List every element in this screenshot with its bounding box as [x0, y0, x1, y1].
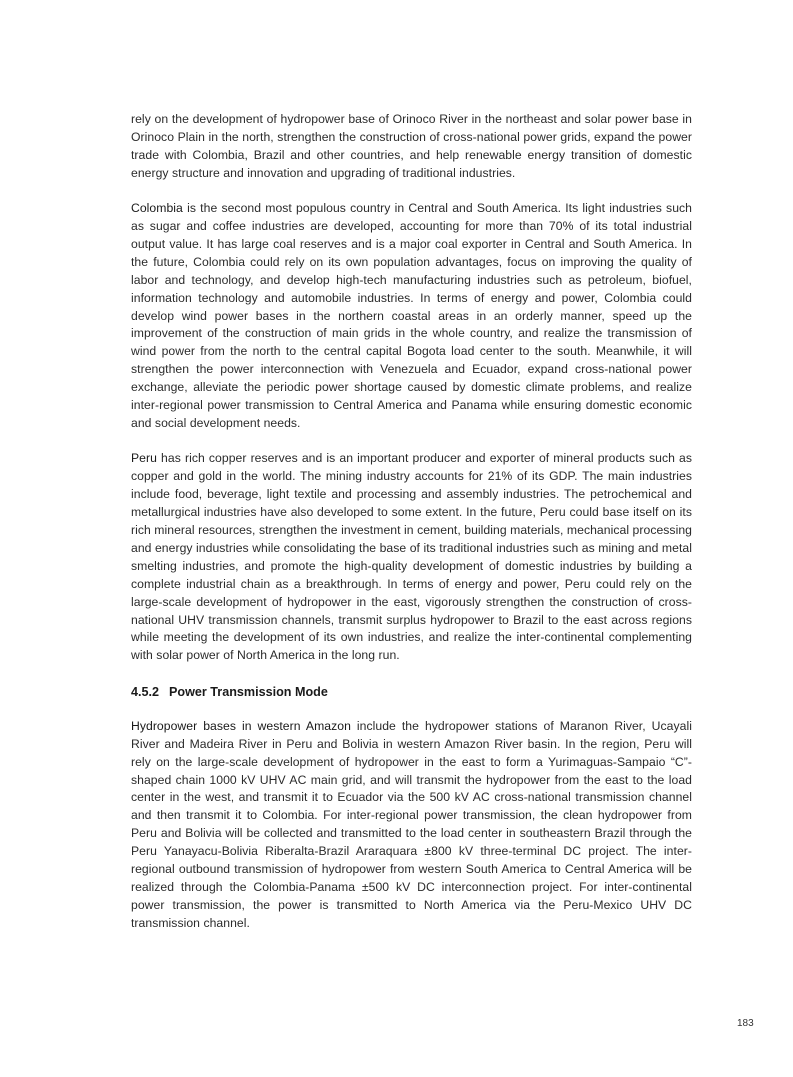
page-number: 183 [737, 1018, 754, 1029]
paragraph-text: rely on the development of hydropower base of Orinoco River in the northeast and solar power base in Orinoco Plain in the north, strengthen the construction of cross-national power grids, expand the power trade with Colombia, Brazil and other countries, and help renewable energy transition of domestic energy structure and innovation and upgrading of traditional industries. [131, 112, 692, 180]
paragraph-lead-western-amazon: Hydropower bases in western Amazon [131, 718, 351, 733]
paragraph-colombia [131, 200, 692, 433]
page-body [131, 111, 692, 950]
paragraph-text: include the hydropower stations of Maranon River, Ucayali River and Madeira River in Peru and Bolivia in western Amazon River basin. In the region, Peru will rely on the large-scale development of hydropower in the east to form a Yurimaguas-Sampaio “C”-shaped chain 1000 kV UHV AC main grid, and will transmit the hydropower from the east to the load center in the west, and transmit it to Ecuador via the 500 kV AC cross-national transmission channel and then transmit it to Colombia. For inter-regional power transmission, the clean hydropower from Peru and Bolivia will be collected and transmitted to the load center in southeastern Brazil through the Peru Yanayacu-Bolivia Riberalta-Brazil Araraquara ±800 kV three-terminal DC project. The inter-regional outbound transmission of hydropower from western South America to Central America will be realized through the Colombia-Panama ±500 kV DC interconnection project. For inter-continental power transmission, the power is transmitted to North America via the Peru-Mexico UHV DC transmission channel. [131, 718, 692, 930]
paragraph-text: is the second most populous country in Central and South America. Its light industries such as sugar and coffee industries are developed, accounting for more than 70% of its total industrial output value. It has large coal reserves and is a major coal exporter in Central and South America. In the future, Colombia could rely on its own population advantages, focus on improving the quality of labor and technology, and develop high-tech manufacturing industries such as petroleum, biofuel, information technology and automobile industries. In terms of energy and power, Colombia could develop wind power bases in the northern coastal areas in an orderly manner, speed up the improvement of the construction of main grids in the whole country, and realize the transmission of wind power from the north to the central capital Bogota load center to the south. Meanwhile, it will strengthen the power interconnection with Venezuela and Ecuador, expand cross-national power exchange, alleviate the periodic power shortage caused by domestic climate problems, and realize inter-regional power transmission to Central America and Panama while ensuring domestic economic and social development needs. [131, 201, 692, 430]
paragraph-western-amazon [131, 718, 692, 933]
paragraph-peru [131, 450, 692, 665]
paragraph-venezuela-continued [131, 111, 692, 183]
paragraph-lead-peru: Peru [131, 451, 157, 466]
section-number: 4.5.2 [131, 684, 160, 699]
section-heading [131, 683, 692, 701]
section-title: Power Transmission Mode [169, 684, 328, 699]
paragraph-lead-colombia: Colombia [131, 201, 183, 216]
paragraph-text: has rich copper reserves and is an important producer and exporter of mineral products such as copper and gold in the world. The mining industry accounts for 21% of its GDP. The main industries include food, beverage, light textile and processing and assembly industries. The petrochemical and metallurgical industries have also developed to some extent. In the future, Peru could base itself on its rich mineral resources, strengthen the investment in cement, building materials, mechanical processing and energy industries while consolidating the base of its traditional industries such as mining and metal smelting industries, and promote the high-quality development of domestic industries by building a complete industrial chain as a breakthrough. In terms of energy and power, Peru could rely on the large-scale development of hydropower in the east, vigorously strengthen the construction of cross-national UHV transmission channels, transmit surplus hydropower to Brazil to the east across regions while meeting the development of its own industries, and realize the inter-continental complementing with solar power of North America in the long run. [131, 451, 692, 663]
